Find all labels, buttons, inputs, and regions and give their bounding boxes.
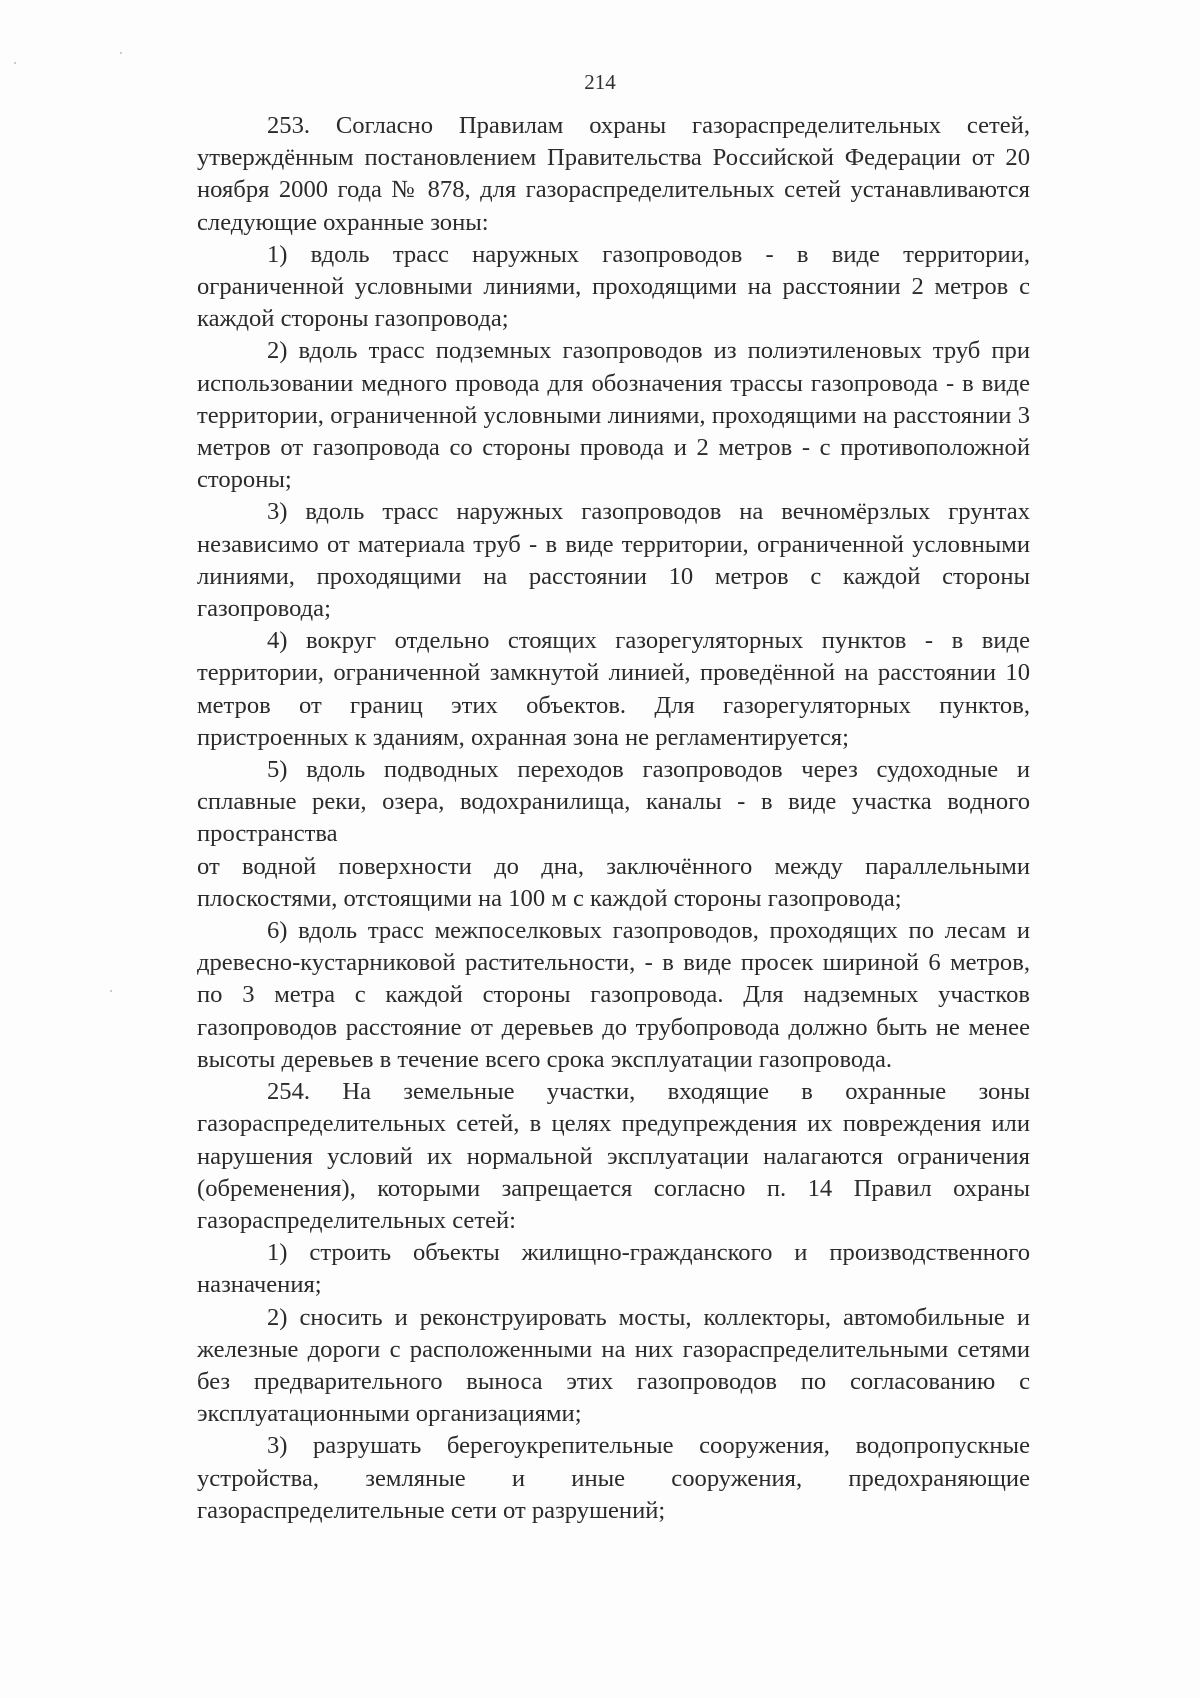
paragraph-254: 254. На земельные участки, входящие в охранные зоны газораспределительных сетей, в целях предупреждения их повреждения или нарушения условий их нормальной эксплуатации налагаются ограничения (обременения), которыми запрещается согласно п. 14 Правил охраны газораспределительных сетей:: [197, 1078, 1030, 1234]
paragraph-253: 253. Согласно Правилам охраны газораспределительных сетей, утверждённым постановлением Правительства Российской Федерации от 20 ноября 2000 года № 878, для газораспределительных сетей устанавливаются следующие охранные зоны:: [197, 112, 1030, 236]
scan-speck: [14, 62, 16, 64]
document-body: [197, 110, 1030, 1527]
list-item-4: 4) вокруг отдельно стоящих газорегуляторных пунктов - в виде территории, ограниченной замкнутой линией, проведённой на расстоянии 10 метров от границ этих объектов. Для газорегуляторных пунктов, пристроенных к зданиям, охранная зона не регламентируется;: [197, 627, 1030, 751]
list-item-5-continuation: от водной поверхности до дна, заключённого между параллельными плоскостями, отстоящими на 100 м с каждой стороны газопровода;: [197, 852, 1030, 912]
scan-speck: [110, 990, 112, 992]
list-item-5: 5) вдоль подводных переходов газопроводов через судоходные и сплавные реки, озера, водохранилища, каналы - в виде участка водного пространства: [197, 756, 1030, 848]
list-item-6: 6) вдоль трасс межпоселковых газопроводов, проходящих по лесам и древесно-кустарниковой растительности, - в виде просек шириной 6 метров, по 3 метра с каждой стороны газопровода. Для надземных участков газопроводов расстояние от деревьев до трубопровода должно быть не менее высоты деревьев в течение всего срока эксплуатации газопровода.: [197, 917, 1030, 1073]
list-item-3: 3) вдоль трасс наружных газопроводов на вечномёрзлых грунтах независимо от материала труб - в виде территории, ограниченной условными линиями, проходящими на расстоянии 10 метров с каждой стороны газопровода;: [197, 498, 1030, 623]
page-number: 214: [584, 70, 616, 94]
restriction-item-3: 3) разрушать берегоукрепительные сооружения, водопропускные устройства, земляные и иные сооружения, предохраняющие газораспределительные сети от разрушений;: [197, 1432, 1030, 1524]
list-item-1: 1) вдоль трасс наружных газопроводов - в виде территории, ограниченной условными линиями, проходящими на расстоянии 2 метров с каждой стороны газопровода;: [197, 240, 1030, 333]
scan-speck: [120, 52, 122, 54]
list-item-2: 2) вдоль трасс подземных газопроводов из полиэтиленовых труб при использовании медного провода для обозначения трассы газопровода - в виде территории, ограниченной условными линиями, проходящими на расстоянии 3 метров от газопровода со стороны провода и 2 метров - с противоположной стороны;: [197, 337, 1030, 494]
restriction-item-1: 1) строить объекты жилищно-гражданского и производственного назначения;: [197, 1239, 1030, 1299]
restriction-item-2: 2) сносить и реконструировать мосты, коллекторы, автомобильные и железные дороги с расположенными на них газораспределительными сетями без предварительного выноса этих газопроводов по согласованию с эксплуатационными организациями;: [197, 1303, 1030, 1428]
